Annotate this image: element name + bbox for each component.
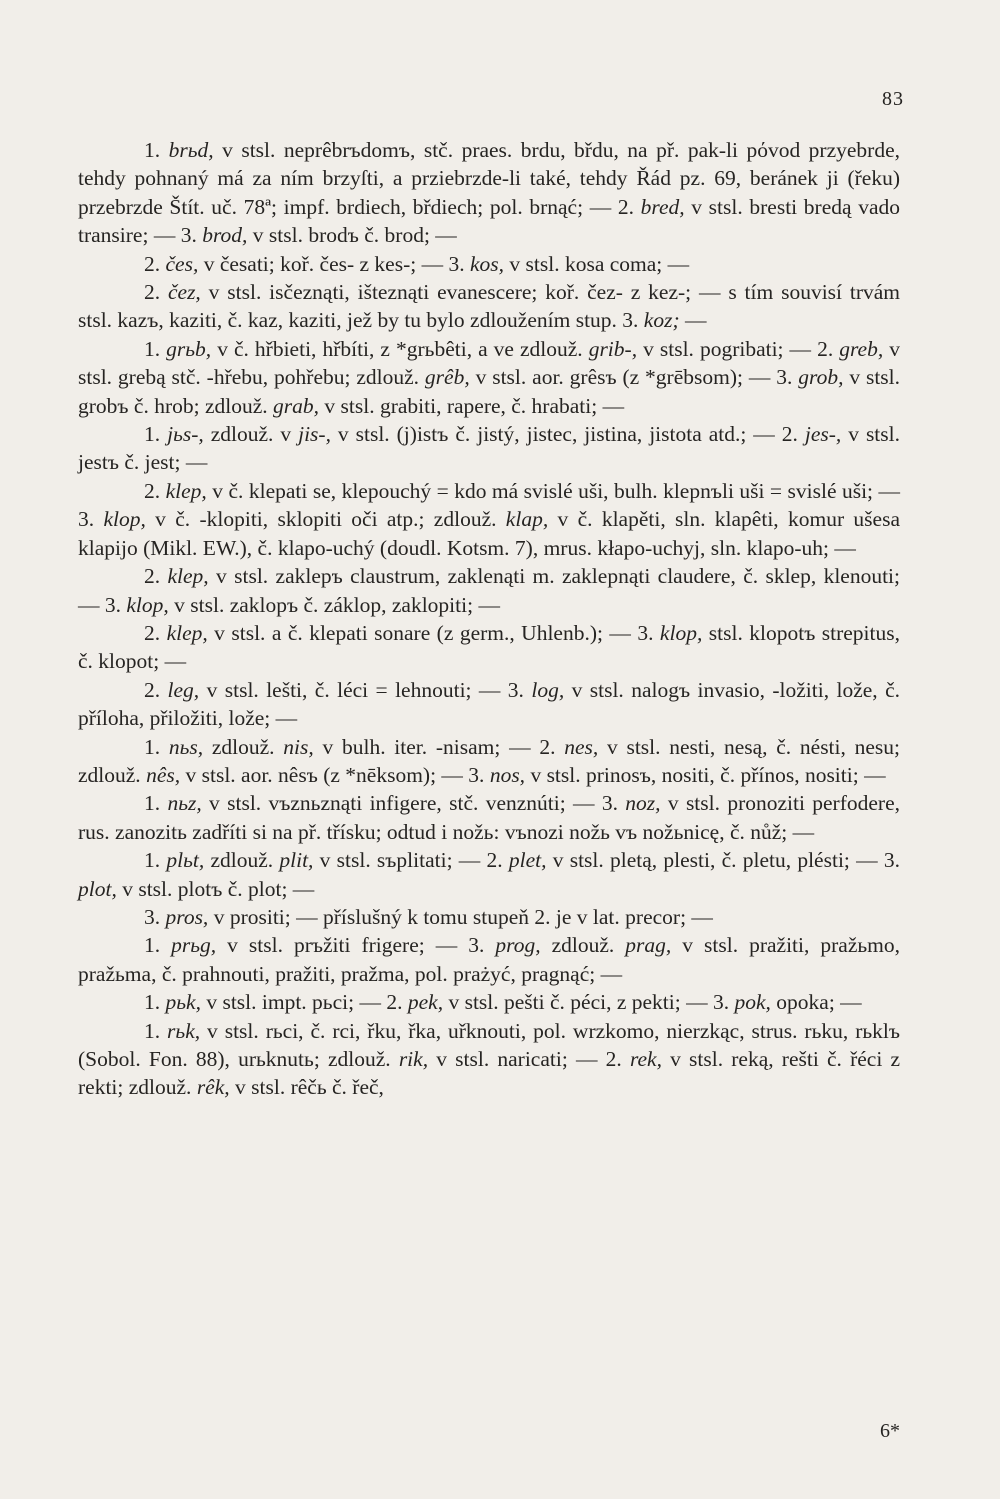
signature-mark: 6* <box>880 1420 900 1442</box>
entry-paragraph: 1. brьd, v stsl. neprêbrъdomъ, stč. praes. brdu, břdu, na př. pak-li pόvod przyebrde, tehdy pohnaný má za ním brzyſti, a prziebrzde-li také, tehdy Řád pz. 69, beránek ji (řeku) przebrzde Štít. uč. 78ª; impf. brdiech, břdiech; pol. brnąć; — 2. bred, v stsl. bresti bredą vado transire; — 3. brod, v stsl. brodъ č. brod; — <box>78 138 900 248</box>
entry-paragraph: 2. klep, v stsl. a č. klepati sonare (z germ., Uhlenb.); — 3. klop, stsl. klopotъ strepitus, č. klopot; — <box>78 620 900 674</box>
entry-paragraph: 2. klep, v stsl. zaklepъ claustrum, zaklenąti m. zaklepnąti claudere, č. sklep, klenouti; — 3. klop, v stsl. zaklopъ č. záklop, zaklopiti; — <box>78 564 900 617</box>
entry-paragraph: 2. klep, v č. klepati se, klepouchý = kdo má svislé uši, bulh. klepnъli uši = svislé uši; — 3. klop, v č. -klopiti, sklopiti oči atp.; zdlouž. klap, v č. klapěti, sln. klapêti, komur ušesa klapijo (Mikl. EW.), č. klapo-uchý (doudl. Kotsm. 7), mrus. kłapo-uchyj, sln. klapo-uh; — <box>78 478 901 560</box>
dictionary-text <box>78 136 900 1102</box>
entry-paragraph: 1. plьt, zdlouž. plit, v stsl. sъplitati; — 2. plet, v stsl. pletą, plesti, č. pletu, plésti; — 3. plot, v stsl. plotъ č. plot; — <box>78 848 900 901</box>
entry-paragraph: 1. grьb, v č. hřbieti, hřbíti, z *grьbêti, a ve zdlouž. grib-, v stsl. pogribati; — 2. greb, v stsl. grebą stč. -hřebu, pohřebu; zdlouž. grêb, v stsl. aor. grêsъ (z *grēbsom); — 3. grob, v stsl. grobъ č. hrob; zdlouž. grab, v stsl. grabiti, rapere, č. hrabati; — <box>78 336 901 418</box>
entry-paragraph: 1. jьs-, zdlouž. v jis-, v stsl. (j)istъ č. jistý, jistec, jistina, jistota atd.; — 2. jes-, v stsl. jestъ č. jest; — <box>78 422 900 475</box>
page-number: 83 <box>882 88 904 110</box>
entry-paragraph: 2. čes, v česati; koř. čes- z kes-; — 3. kos, v stsl. kosa coma; — <box>144 251 690 276</box>
entry-paragraph: 1. nьs, zdlouž. nis, v bulh. iter. -nisam; — 2. nes, v stsl. nesti, nesą, č. nésti, nesu; zdlouž. nês, v stsl. aor. nêsъ (z *nēksom); — 3. nos, v stsl. prinosъ, nositi, č. přínos, nositi; — <box>78 734 900 787</box>
entry-paragraph: 1. prьg, v stsl. prъžiti frigere; — 3. prog, zdlouž. prag, v stsl. pražiti, pražьmo, pražьma, č. prahnouti, pražiti, pražma, pol. prażyć, pragnąć; — <box>78 933 901 986</box>
entry-paragraph: 3. pros, v prositi; — příslušný k tomu stupeň 2. je v lat. precor; — <box>144 904 713 929</box>
entry-paragraph: 1. rьk, v stsl. rьci, č. rci, řku, řka, uřknouti, pol. wrzkomo, nierzkąc, strus. rьku, rьklъ (Sobol. Fon. 88), urьknutь; zdlouž. rik, v stsl. naricati; — 2. rek, v stsl. reką, rešti č. řéci z rekti; zdlouž. rêk, v stsl. rêčь č. řeč, <box>78 1018 900 1100</box>
entry-paragraph: 2. čez, v stsl. isčeznąti, išteznąti evanescere; koř. čez- z kez-; — s tím souvisí trvám stsl. kazъ, kaziti, č. kaz, kaziti, jež by tu bylo zdloužením stup. 3. koz; — <box>78 280 901 333</box>
entry-paragraph: 1. pьk, v stsl. impt. pьci; — 2. pek, v stsl. pešti č. péci, z pekti; — 3. pok, opoka; — <box>144 990 862 1015</box>
entry-paragraph: 1. nьz, v stsl. vъznьznąti infigere, stč. venznúti; — 3. noz, v stsl. pronoziti perfodere, rus. zanozitь zadříti si na př. třísku; odtud i nožь: vъnozi nožь vъ nožьnicę, č. nůž; — <box>78 791 900 844</box>
entry-paragraph: 2. leg, v stsl. lešti, č. léci = lehnouti; — 3. log, v stsl. nalogъ invasio, -ložiti, lože, č. příloha, přiložiti, lože; — <box>78 677 900 731</box>
